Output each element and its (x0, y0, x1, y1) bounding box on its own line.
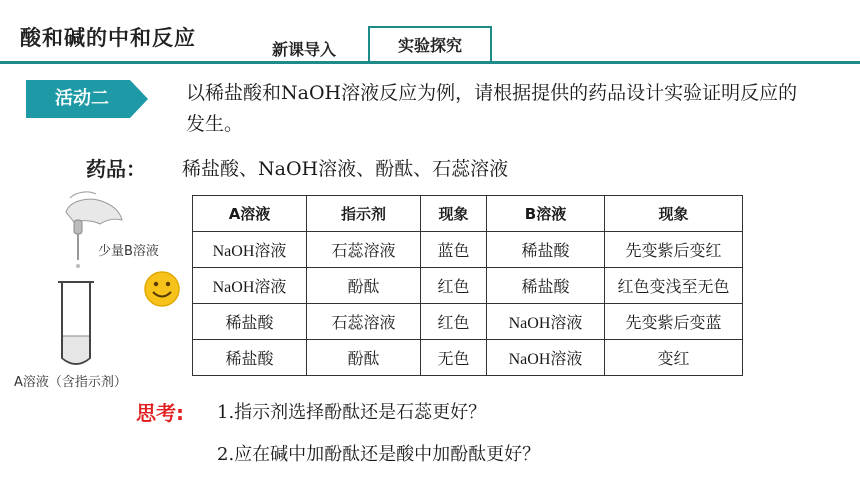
table-cell: 先变紫后变蓝 (605, 304, 743, 340)
hand-icon (66, 192, 122, 224)
test-tube-icon (58, 282, 94, 364)
header-divider (0, 61, 860, 64)
table-row (193, 304, 743, 340)
smiley-face-icon (143, 270, 181, 308)
table-cell: 红色 (421, 304, 487, 340)
table-cell: 蓝色 (421, 232, 487, 268)
table-row (193, 232, 743, 268)
dropper-label: 少量B溶液 (98, 244, 159, 259)
header-phenomenon-1: 现象 (421, 196, 487, 232)
header-b-solution: B溶液 (487, 196, 605, 232)
tab-experiment-exploration[interactable]: 实验探究 (368, 26, 492, 62)
table-cell: 无色 (421, 340, 487, 376)
thinking-label: 思考: (136, 401, 184, 425)
table-cell: 红色 (421, 268, 487, 304)
table-cell: 稀盐酸 (193, 340, 307, 376)
table-cell: NaOH溶液 (193, 232, 307, 268)
thinking-question-1: 1.指示剂选择酚酞还是石蕊更好？ (217, 402, 487, 423)
table-row (193, 268, 743, 304)
table-cell: 先变紫后变红 (605, 232, 743, 268)
table-cell: NaOH溶液 (193, 268, 307, 304)
table-cell: 酚酞 (307, 340, 421, 376)
table-header-row (193, 196, 743, 232)
reagents-list: 稀盐酸、NaOH溶液、酚酞、石蕊溶液 (182, 158, 509, 180)
table-row (193, 340, 743, 376)
test-tube-label: A溶液（含指示剂） (14, 375, 127, 390)
experiment-table (192, 195, 743, 376)
activity-instruction: 以稀盐酸和NaOH溶液反应为例，请根据提供的药品设计实验证明反应的发生。 (186, 82, 798, 135)
dropper-icon (74, 220, 82, 268)
table-cell: NaOH溶液 (487, 340, 605, 376)
table-cell: 酚酞 (307, 268, 421, 304)
activity-badge (26, 80, 148, 118)
activity-badge-label: 活动二 (55, 88, 109, 109)
table-cell: 稀盐酸 (193, 304, 307, 340)
header-phenomenon-2: 现象 (605, 196, 743, 232)
header-indicator: 指示剂 (307, 196, 421, 232)
reagents-label: 药品： (86, 157, 146, 181)
table-cell: 稀盐酸 (487, 232, 605, 268)
thinking-question-2: 2.应在碱中加酚酞还是酸中加酚酞更好？ (217, 444, 541, 465)
header-a-solution: A溶液 (193, 196, 307, 232)
page-title: 酸和碱的中和反应 (20, 26, 196, 50)
table-cell: 石蕊溶液 (307, 232, 421, 268)
tab-new-lesson-intro[interactable]: 新课导入 (271, 40, 336, 59)
table-cell: 红色变浅至无色 (605, 268, 743, 304)
table-cell: NaOH溶液 (487, 304, 605, 340)
table-cell: 变红 (605, 340, 743, 376)
table-cell: 石蕊溶液 (307, 304, 421, 340)
table-cell: 稀盐酸 (487, 268, 605, 304)
